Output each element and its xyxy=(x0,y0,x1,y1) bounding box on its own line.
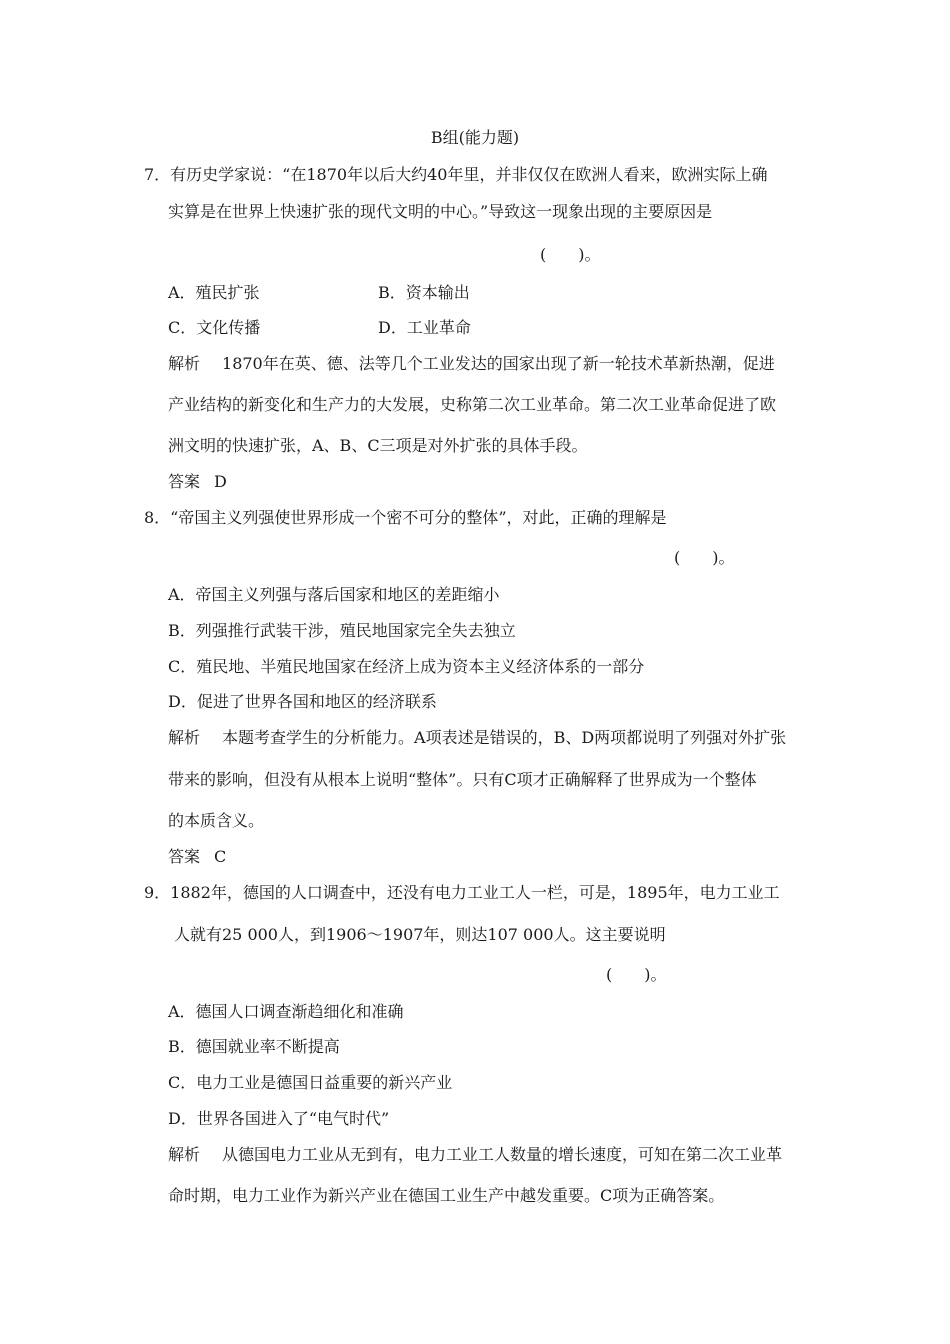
answer-value: C xyxy=(214,847,227,866)
option-d: D．世界各国进入了“电气时代” xyxy=(168,1109,390,1128)
answer-blank: ( )。 xyxy=(674,548,735,567)
analysis-line: 洲文明的快速扩张，A、B、C三项是对外扩张的具体手段。 xyxy=(168,436,588,455)
question-stem: 7．有历史学家说：“在1870年以后大约40年里，并非仅仅在欧洲人看来，欧洲实际上确 xyxy=(144,165,768,184)
answer-blank: ( )。 xyxy=(540,245,601,264)
question-stem: 实算是在世界上快速扩张的现代文明的中心。”导致这一现象出现的主要原因是 xyxy=(168,202,713,221)
analysis-line xyxy=(168,1145,782,1165)
analysis-text: 1870年在英、德、法等几个工业发达的国家出现了新一轮技术革新热潮，促进 xyxy=(222,354,775,373)
analysis-label: 解析 xyxy=(168,728,201,747)
analysis-line xyxy=(168,728,786,748)
option-a: A．帝国主义列强与落后国家和地区的差距缩小 xyxy=(168,585,500,604)
answer-line xyxy=(168,472,227,492)
analysis-line: 产业结构的新变化和生产力的大发展，史称第二次工业革命。第二次工业革命促进了欧 xyxy=(168,395,777,414)
analysis-line: 带来的影响，但没有从根本上说明“整体”。只有C项才正确解释了世界成为一个整体 xyxy=(168,770,757,789)
option-b: B．资本输出 xyxy=(378,283,470,302)
option-c: C．电力工业是德国日益重要的新兴产业 xyxy=(168,1073,453,1092)
answer-blank: ( )。 xyxy=(606,965,667,984)
analysis-line xyxy=(168,354,775,374)
analysis-line: 命时期，电力工业作为新兴产业在德国工业生产中越发重要。C项为正确答案。 xyxy=(168,1186,725,1205)
answer-value: D xyxy=(214,472,227,491)
analysis-line: 的本质含义。 xyxy=(168,811,265,830)
question-stem: 8．“帝国主义列强使世界形成一个密不可分的整体”，对此，正确的理解是 xyxy=(144,508,667,527)
option-d: D．促进了世界各国和地区的经济联系 xyxy=(168,692,437,711)
analysis-text: 从德国电力工业从无到有，电力工业工人数量的增长速度，可知在第二次工业革 xyxy=(222,1145,783,1164)
answer-label: 答案 xyxy=(168,847,201,866)
question-stem: 人就有25 000人，到1906～1907年，则达107 000人。这主要说明 xyxy=(174,925,666,944)
answer-label: 答案 xyxy=(168,472,201,491)
section-title: B组(能力题) xyxy=(430,128,520,147)
option-a: A．德国人口调查渐趋细化和准确 xyxy=(168,1002,404,1021)
question-stem: 9．1882年，德国的人口调查中，还没有电力工业工人一栏，可是，1895年，电力工业工 xyxy=(144,883,780,902)
option-b: B．列强推行武装干涉，殖民地国家完全失去独立 xyxy=(168,621,516,640)
option-c: C．殖民地、半殖民地国家在经济上成为资本主义经济体系的一部分 xyxy=(168,657,645,676)
analysis-label: 解析 xyxy=(168,354,201,373)
option-b: B．德国就业率不断提高 xyxy=(168,1037,340,1056)
option-a: A．殖民扩张 xyxy=(168,283,260,302)
option-d: D．工业革命 xyxy=(378,318,471,337)
option-c: C．文化传播 xyxy=(168,318,261,337)
analysis-text: 本题考查学生的分析能力。A项表述是错误的，B、D两项都说明了列强对外扩张 xyxy=(222,728,787,747)
analysis-label: 解析 xyxy=(168,1145,201,1164)
answer-line xyxy=(168,847,226,867)
